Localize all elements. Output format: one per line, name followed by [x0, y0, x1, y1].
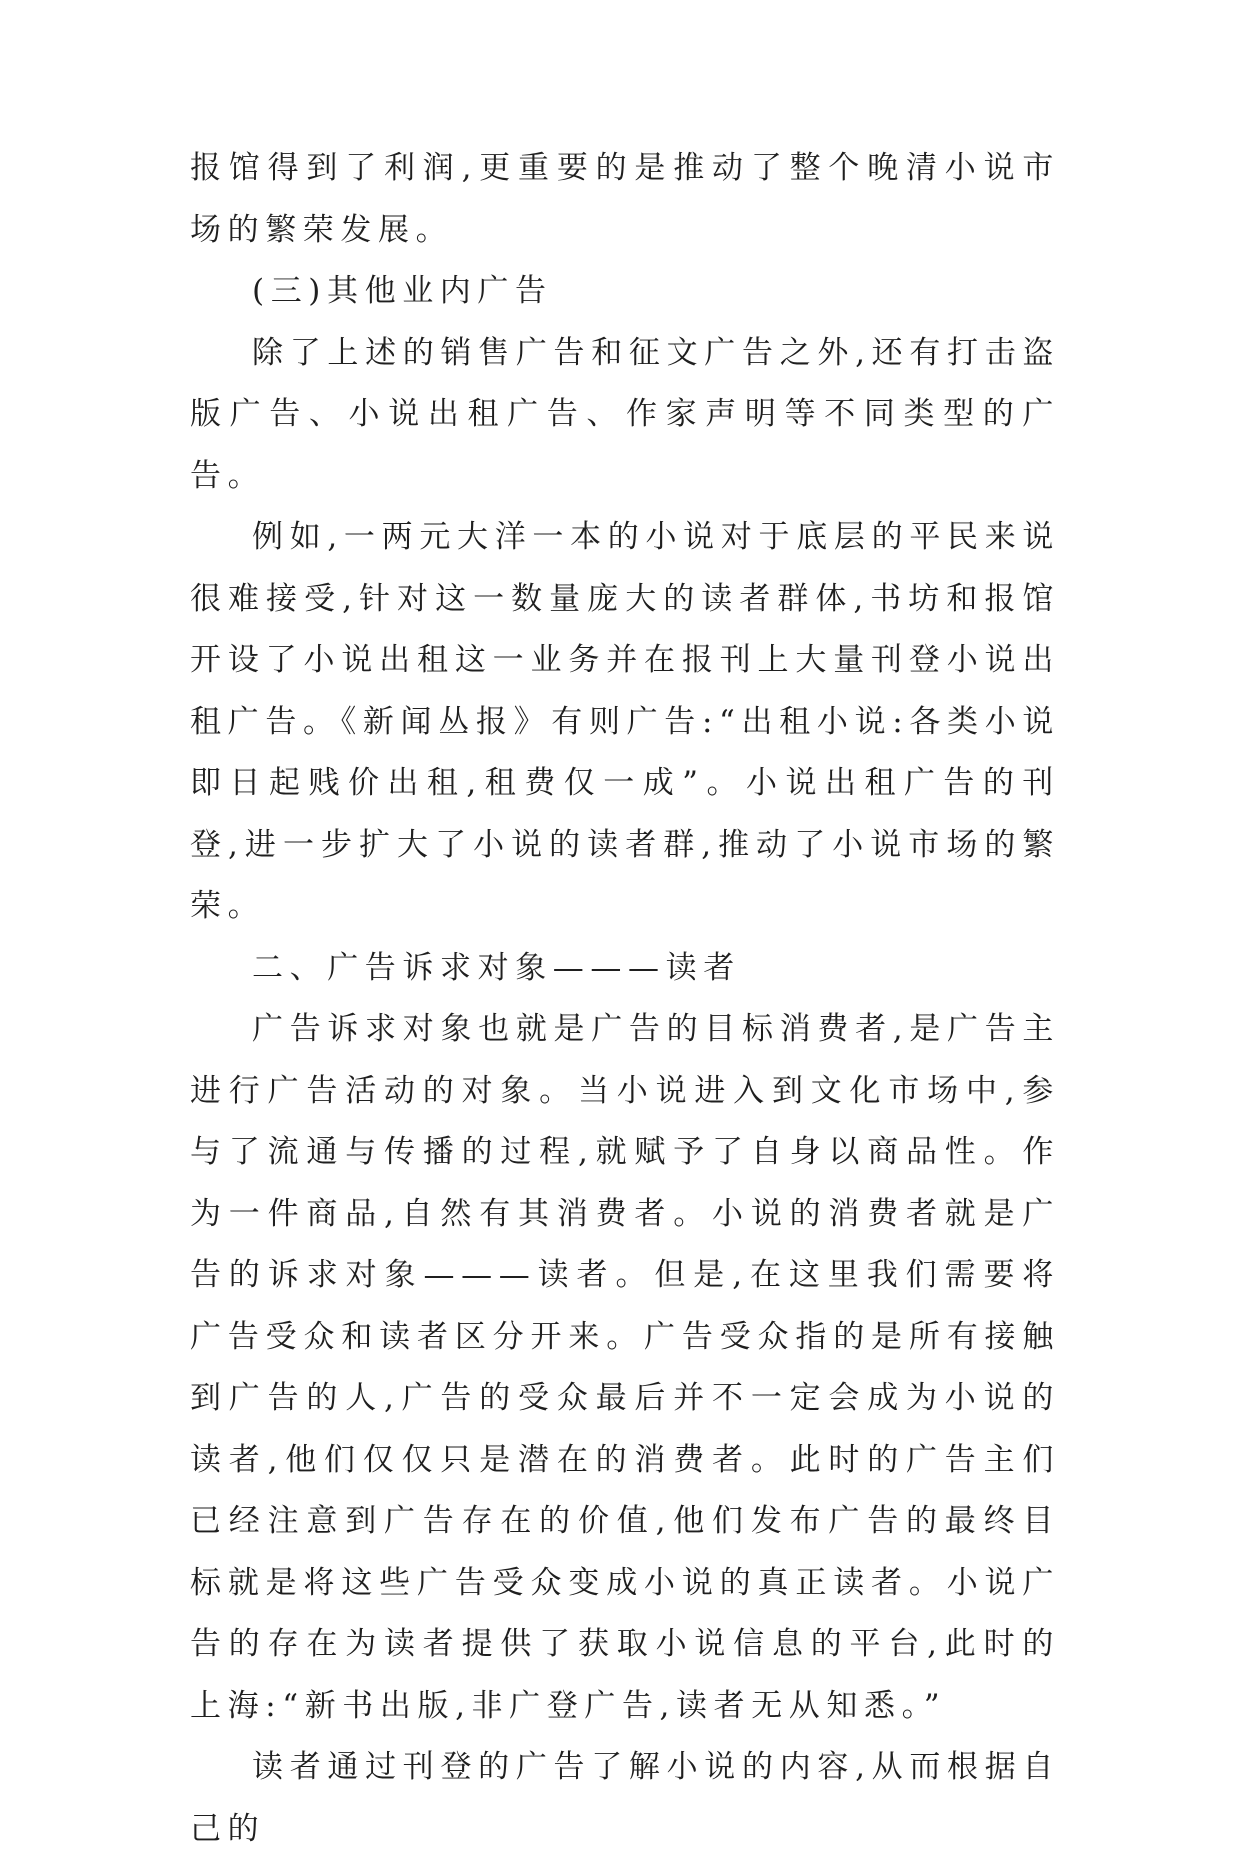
- paragraph-readers-learn: 读者通过刊登的广告了解小说的内容,从而根据自己的: [190, 1749, 1060, 1847]
- section-heading-other-ads: (三)其他业内广告: [252, 273, 553, 309]
- paragraph-ad-types: 除了上述的销售广告和征文广告之外,还有打击盗版广告、小说出租广告、作家声明等不同类型的广告。: [190, 334, 1060, 494]
- document-page: [190, 138, 1060, 1860]
- paragraph-continuation: 报馆得到了利润,更重要的是推动了整个晚清小说市场的繁荣发展。: [190, 150, 1060, 248]
- paragraph-ad-audience: 广告诉求对象也就是广告的目标消费者,是广告主进行广告活动的对象。当小说进入到文化市场中,参与了流通与传播的过程,就赋予了自身以商品性。作为一件商品,自然有其消费者。小说的消费者就是广告的诉求对象———读者。但是,在这里我们需要将广告受众和读者区分开来。广告受众指的是所有接触到广告的人,广告的受众最后并不一定会成为小说的读者,他们仅仅只是潜在的消费者。此时的广告主们已经注意到广告存在的价值,他们发布广告的最终目标就是将这些广告受众变成小说的真正读者。小说广告的存在为读者提供了获取小说信息的平台,此时的上海:“新书出版,非广登广告,读者无从知悉。”: [190, 1011, 1060, 1724]
- section-heading-readers: 二、广告诉求对象———读者: [252, 949, 741, 986]
- paragraph-rental-ads: 例如,一两元大洋一本的小说对于底层的平民来说很难接受,针对这一数量庞大的读者群体,书坊和报馆开设了小说出租这一业务并在报刊上大量刊登小说出租广告。《新闻丛报》有则广告:“出租小说:各类小说即日起贱价出租,租费仅一成”。小说出租广告的刊登,进一步扩大了小说的读者群,推动了小说市场的繁荣。: [190, 519, 1060, 924]
